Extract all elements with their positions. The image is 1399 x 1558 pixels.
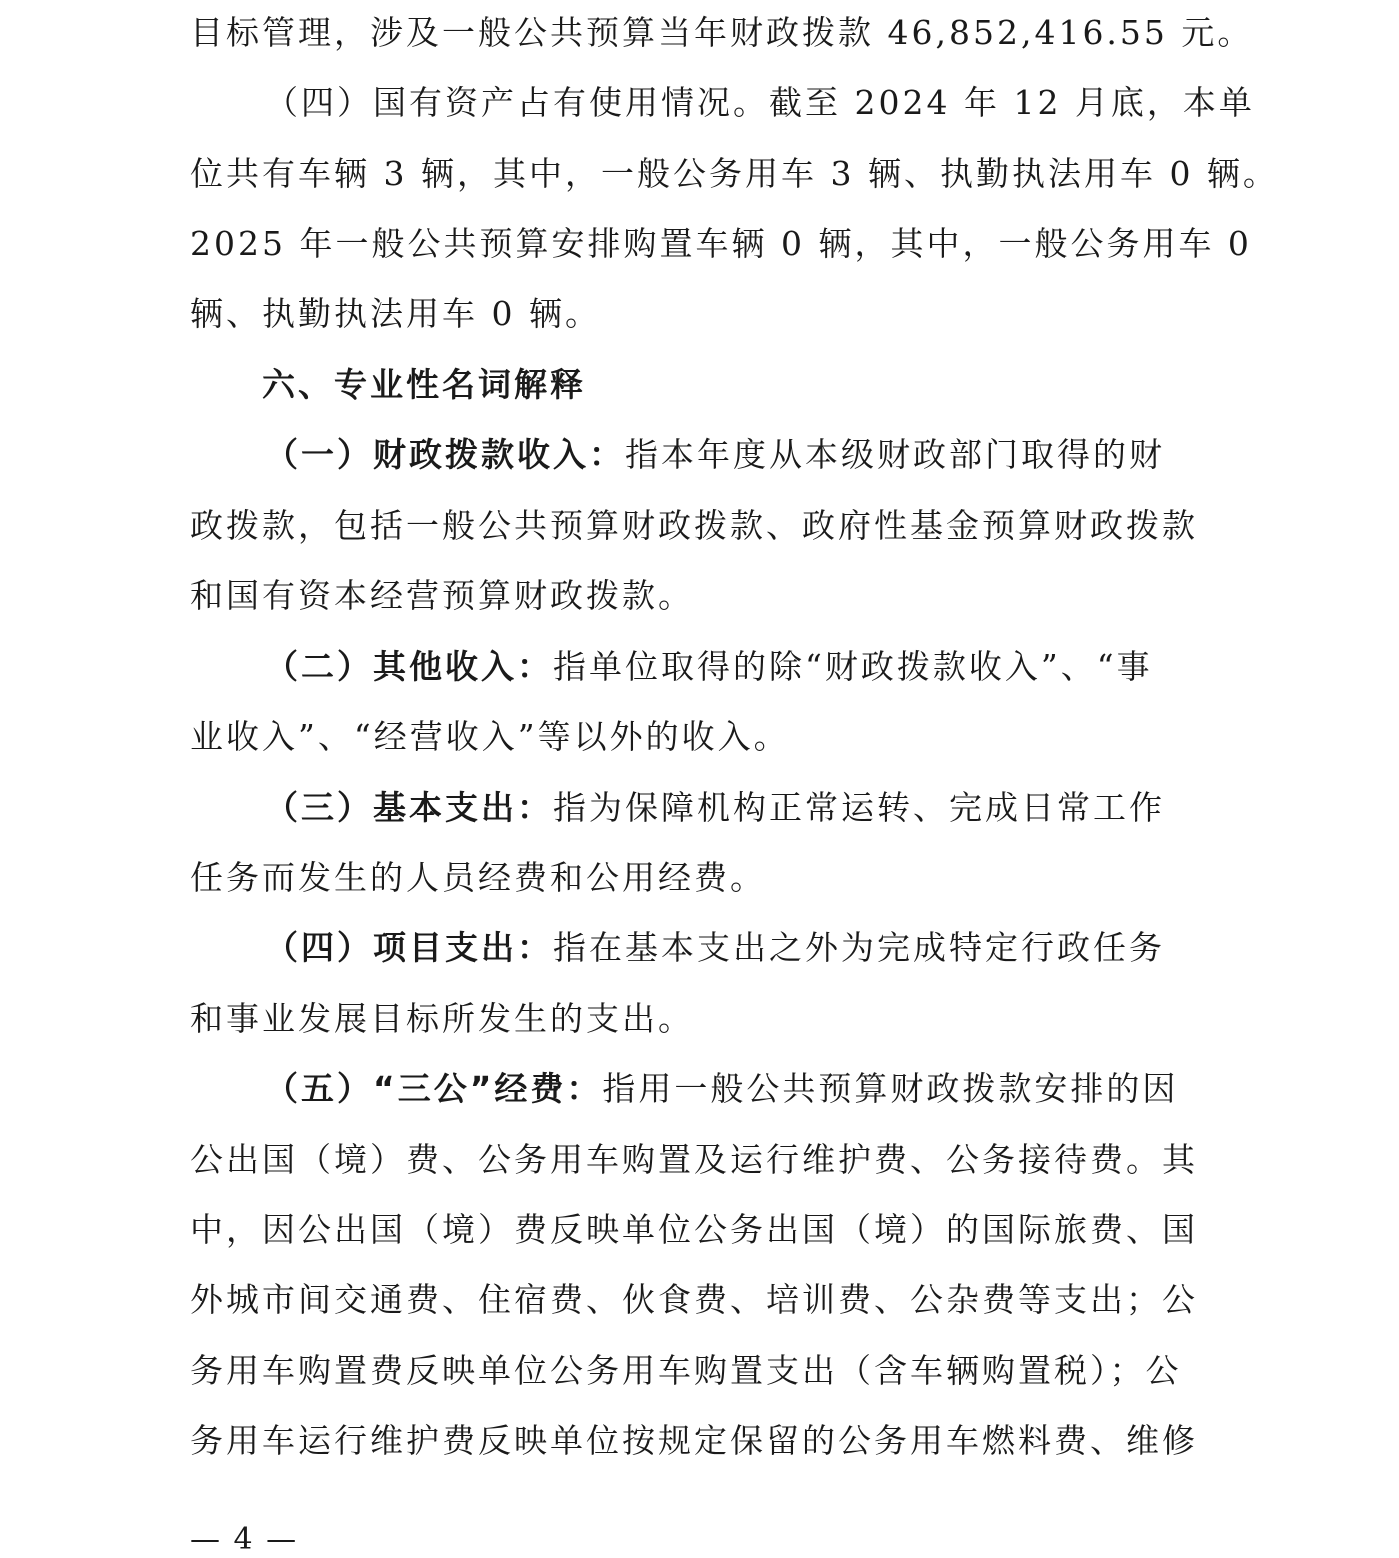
text-line: [265, 786, 1230, 830]
term-definition: 指为保障机构正常运转、完成日常工作: [553, 788, 1165, 827]
text-line: 业收入”、“经营收入”等以外的收入。: [190, 717, 790, 756]
term-definition: 指本年度从本级财政部门取得的财: [625, 435, 1165, 474]
term-label: （四）项目支出：: [265, 928, 553, 967]
text-line: 2025 年一般公共预算安排购置车辆 0 辆，其中，一般公务用车 0: [190, 224, 1252, 263]
text-line: 政拨款，包括一般公共预算财政拨款、政府性基金预算财政拨款: [190, 506, 1198, 545]
term-label: （二）其他收入：: [265, 647, 553, 686]
term-label: （一）财政拨款收入：: [265, 435, 625, 474]
text-line: [265, 433, 1230, 477]
page-number: — 4 —: [190, 1522, 299, 1557]
text-line: [265, 926, 1230, 970]
text-line: 目标管理，涉及一般公共预算当年财政拨款 46,852,416.55 元。: [190, 13, 1254, 52]
text-line: [265, 1067, 1230, 1111]
text-line: 务用车运行维护费反映单位按规定保留的公务用车燃料费、维修: [190, 1421, 1198, 1460]
term-definition: 指单位取得的除“财政拨款收入”、“事: [553, 647, 1153, 686]
term-definition: 指用一般公共预算财政拨款安排的因: [602, 1069, 1179, 1108]
text-line: 中，因公出国（境）费反映单位公务出国（境）的国际旅费、国: [190, 1210, 1198, 1249]
term-label: （五）“三公”经费：: [265, 1069, 603, 1108]
term-definition: 指在基本支出之外为完成特定行政任务: [553, 928, 1165, 967]
text-line: （四）国有资产占有使用情况。截至 2024 年 12 月底，本单: [265, 83, 1255, 122]
text-line: 公出国（境）费、公务用车购置及运行维护费、公务接待费。其: [190, 1140, 1198, 1179]
term-label: （三）基本支出：: [265, 788, 553, 827]
text-line: 外城市间交通费、住宿费、伙食费、培训费、公杂费等支出；公: [190, 1280, 1198, 1319]
section-heading: 六、专业性名词解释: [262, 365, 586, 404]
text-line: 任务而发生的人员经费和公用经费。: [190, 858, 766, 897]
text-line: 和国有资本经营预算财政拨款。: [190, 576, 694, 615]
text-line: 务用车购置费反映单位公务用车购置支出（含车辆购置税）；公: [190, 1351, 1182, 1390]
text-line: [265, 645, 1230, 689]
text-line: 位共有车辆 3 辆，其中，一般公务用车 3 辆、执勤执法用车 0 辆。: [190, 154, 1279, 193]
text-line: 和事业发展目标所发生的支出。: [190, 999, 694, 1038]
text-line: 辆、执勤执法用车 0 辆。: [190, 294, 601, 333]
